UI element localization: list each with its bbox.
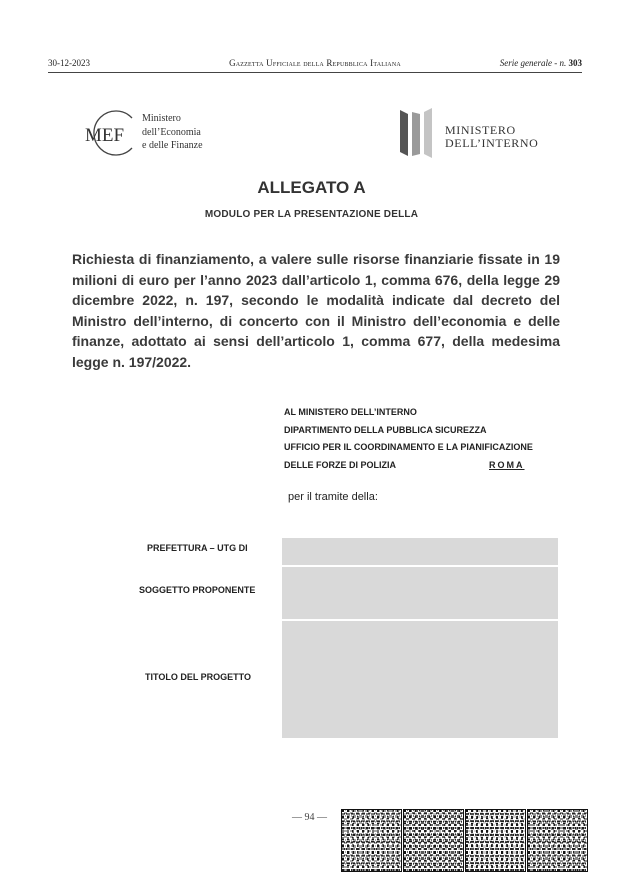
intro-paragraph: Richiesta di finanziamento, a valere sulle risorse finanziarie fissate in 19 milioni di euro per l’anno 2023 dall’articolo 1, comma 676, della legge 29 dicembre 2022, n. 197, secondo le modalità indicate dal decreto del Ministro dell’interno, di concerto con il Ministro dell’economia e delle finanze, adottato ai sensi dell’articolo 1, comma 677, della medesima legge n. 197/2022. bbox=[72, 251, 560, 370]
mef-logo-text bbox=[142, 112, 203, 153]
titolo-field[interactable] bbox=[282, 621, 558, 738]
prefettura-field[interactable] bbox=[282, 538, 558, 565]
recipient-line-1: AL MINISTERO DELL’INTERNO bbox=[284, 407, 417, 417]
document-subtitle: MODULO PER LA PRESENTAZIONE DELLA bbox=[204, 209, 419, 220]
recipient-city: ROMA bbox=[489, 460, 525, 471]
titolo-label: TITOLO DEL PROGETTO bbox=[145, 672, 252, 682]
soggetto-label: SOGGETTO PROPONENTE bbox=[139, 585, 256, 595]
recipient-line-2: DIPARTIMENTO DELLA PUBBLICA SICUREZZA bbox=[284, 424, 487, 435]
header-serie-number: 303 bbox=[568, 58, 582, 68]
interno-emblem-icon bbox=[398, 106, 440, 160]
document-title: ALLEGATO A bbox=[257, 178, 366, 197]
interno-logo-text bbox=[445, 124, 538, 150]
page-number: — 94 — bbox=[292, 812, 327, 823]
header-date: 30-12-2023 bbox=[48, 58, 90, 68]
header-serie: Serie generale - n. 303 bbox=[499, 58, 582, 68]
recipient-line-3: UFFICIO PER IL COORDINAMENTO E LA PIANIFICAZIONE bbox=[284, 442, 533, 453]
qr-code-4-icon bbox=[527, 809, 588, 872]
mef-line-3: e delle Finanze bbox=[142, 140, 203, 151]
interno-logo bbox=[398, 106, 568, 160]
header-divider bbox=[48, 72, 582, 73]
mef-line-1: Ministero bbox=[142, 113, 181, 124]
mef-logo bbox=[82, 110, 252, 158]
qr-code-1-icon bbox=[341, 809, 402, 872]
mef-emblem-icon bbox=[82, 110, 138, 156]
mef-mark-text: MEF bbox=[85, 125, 125, 146]
header-gazzetta-title: Gazzetta Ufficiale della Repubblica Italiana bbox=[229, 58, 401, 68]
soggetto-field[interactable] bbox=[282, 567, 558, 619]
recipient-address bbox=[284, 404, 544, 475]
qr-code-2-icon bbox=[403, 809, 464, 872]
interno-line-2: DELL’INTERNO bbox=[445, 136, 539, 150]
prefettura-label: PREFETTURA – UTG DI bbox=[147, 543, 248, 553]
recipient-line-4: DELLE FORZE DI POLIZIA ROMA bbox=[284, 457, 544, 475]
tramite-label: per il tramite della: bbox=[288, 491, 378, 503]
qr-code-3-icon bbox=[465, 809, 526, 872]
interno-line-1: MINISTERO bbox=[445, 123, 516, 137]
mef-line-2: dell’Economia bbox=[142, 126, 201, 138]
